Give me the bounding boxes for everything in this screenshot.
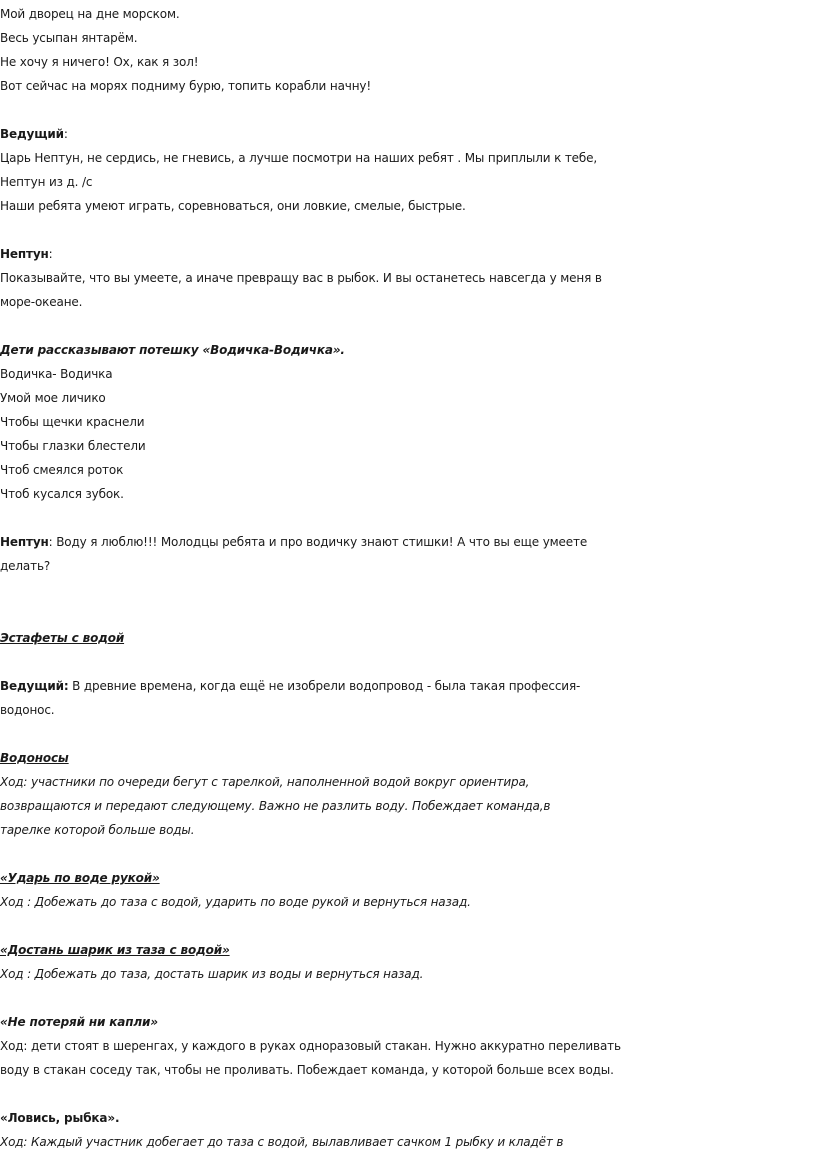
rhyme-line: Чтобы щечки краснели (0, 415, 145, 429)
spacer (0, 578, 816, 626)
section-heading: Эстафеты с водой (0, 631, 125, 645)
rhyme-line: Умой мое личико (0, 391, 106, 405)
spacer (0, 314, 816, 338)
rhyme-line: Чтоб смеялся роток (0, 463, 124, 477)
game-rule-line: возвращаются и передают следующему. Важно не разлить воду. Побеждает команда,в (0, 799, 551, 813)
poem-line: Весь усыпан янтарём. (0, 31, 138, 45)
game-rule-line: Ход : Добежать до таза, достать шарик из воды и вернуться назад. (0, 967, 424, 981)
game-rule-line: тарелке которой больше воды. (0, 823, 195, 837)
rhyme-line: Чтобы глазки блестели (0, 439, 146, 453)
dialogue-line: Нептун из д. /с (0, 175, 93, 189)
game-title: «Не потеряй ни капли» (0, 1015, 158, 1029)
speaker-name: Нептун (0, 247, 49, 261)
poem-line: Мой дворец на дне морском. (0, 7, 180, 21)
dialogue-line: водонос. (0, 703, 55, 717)
game-rule-line: Ход: Каждый участник добегает до таза с водой, вылавливает сачком 1 рыбку и кладёт в (0, 1135, 564, 1149)
rhyme-line: Водичка- Водичка (0, 367, 113, 381)
speaker-line (0, 122, 816, 146)
dialogue-line: море-океане. (0, 295, 83, 309)
spacer (0, 650, 816, 674)
rhyme-line: Чтоб кусался зубок. (0, 487, 124, 501)
dialogue-text: В древние времена, когда ещё не изобрели водопровод - была такая профессия- (68, 679, 581, 693)
spacer (0, 506, 816, 530)
speaker-colon: : (63, 127, 68, 141)
dialogue-text: : Воду я люблю!!! Молодцы ребята и про водичку знают стишки! А что вы еще умеете (48, 535, 588, 549)
spacer (0, 842, 816, 866)
game-title: «Достань шарик из таза с водой» (0, 943, 230, 957)
dialogue-line: Наши ребята умеют играть, соревноваться, они ловкие, смелые, быстрые. (0, 199, 466, 213)
game-rule-line: Ход: участники по очереди бегут с тарелкой, наполненной водой вокруг ориентира, (0, 775, 530, 789)
speaker-name: Ведущий: (0, 679, 69, 693)
speaker-name: Нептун (0, 535, 49, 549)
speaker-colon: : (48, 247, 53, 261)
game-rule-line: воду в стакан соседу так, чтобы не проливать. Побеждает команда, у которой больше всех воды. (0, 1063, 614, 1077)
poem-line: Не хочу я ничего! Ох, как я зол! (0, 55, 199, 69)
game-rule-line: Ход : Добежать до таза с водой, ударить по воде рукой и вернуться назад. (0, 895, 471, 909)
dialogue-line: Показывайте, что вы умеете, а иначе превращу вас в рыбок. И вы останетесь навсегда у меня в (0, 271, 602, 285)
spacer (0, 986, 816, 1010)
dialogue-line (0, 674, 816, 698)
game-rule-line: Ход: дети стоят в шеренгах, у каждого в руках одноразовый стакан. Нужно аккуратно переливать (0, 1039, 621, 1053)
speaker-name: Ведущий (0, 127, 64, 141)
dialogue-line: Царь Нептун, не сердись, не гневись, а лучше посмотри на наших ребят . Мы приплыли к тебе, (0, 151, 598, 165)
dialogue-line: делать? (0, 559, 51, 573)
spacer (0, 218, 816, 242)
spacer (0, 914, 816, 938)
dialogue-line (0, 530, 816, 554)
rhyme-heading: Дети рассказывают потешку «Водичка-Водичка». (0, 343, 345, 357)
speaker-line (0, 242, 816, 266)
document-body (0, 2, 816, 1154)
game-title: «Ударь по воде рукой» (0, 871, 160, 885)
poem-line: Вот сейчас на морях подниму бурю, топить корабли начну! (0, 79, 372, 93)
game-title: «Ловись, рыбка». (0, 1111, 120, 1125)
game-title: Водоносы (0, 751, 69, 765)
spacer (0, 722, 816, 746)
spacer (0, 1082, 816, 1106)
spacer (0, 98, 816, 122)
